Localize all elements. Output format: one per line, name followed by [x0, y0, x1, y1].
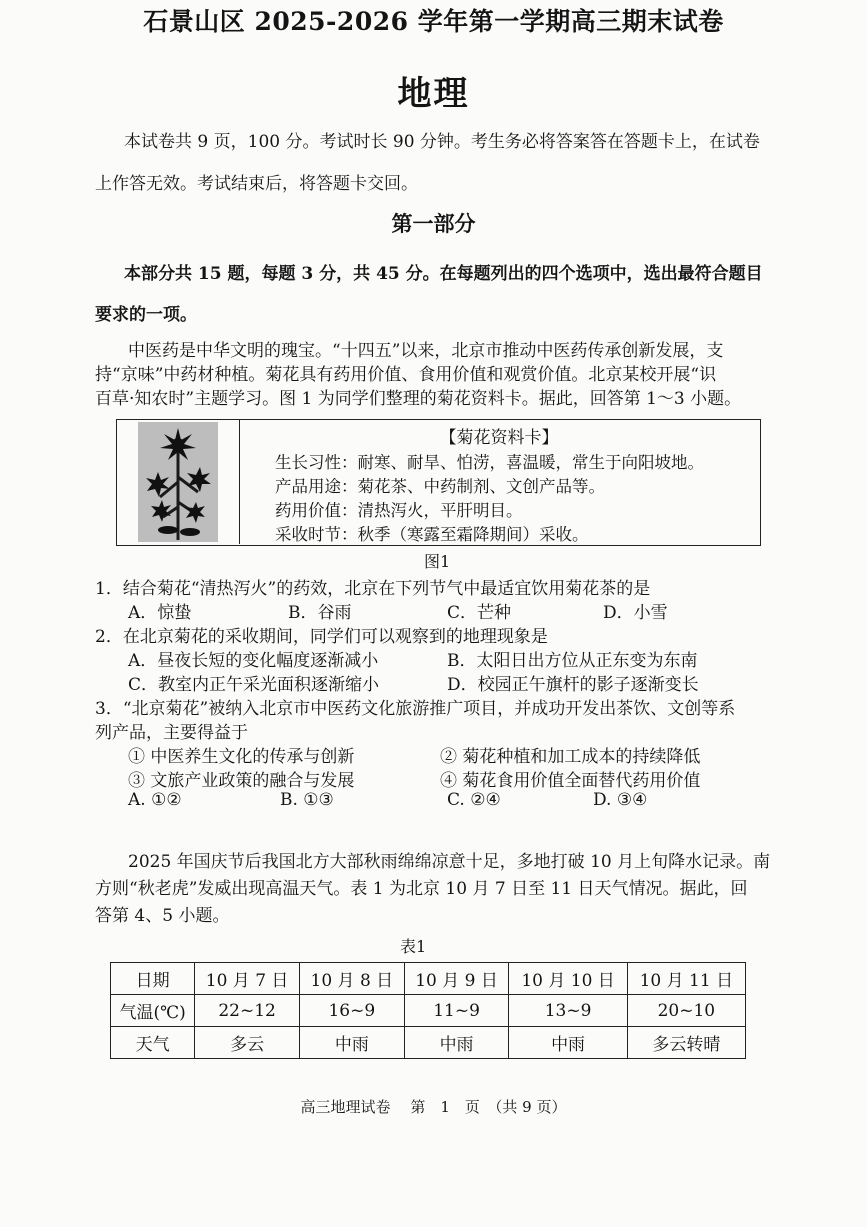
chrysanthemum-image: [138, 422, 218, 542]
card-row-growth: 生长习性：耐寒、耐旱、怕涝，喜温暖，常生于向阳坡地。: [275, 453, 704, 472]
q3-item-2: ② 菊花种植和加工成本的持续降低: [440, 747, 701, 767]
card-row-medicinal: 药用价值：清热泻火，平肝明目。: [275, 501, 523, 520]
passage2-line3: 答第 4、5 小题。: [95, 906, 230, 926]
passage2-line2: 方则“秋老虎”发威出现高温天气。表 1 为北京 10 月 7 日至 11 日天气情况。据此，回: [95, 879, 748, 899]
table-row: [111, 1027, 746, 1059]
q1-option-c: C．芒种: [447, 603, 512, 623]
q2-option-d: D．校园正午旗杆的影子逐渐变长: [447, 675, 699, 695]
q1-option-a: A．惊蛰: [128, 603, 192, 623]
table-cell: 日期: [111, 963, 195, 995]
table-cell: 11~9: [404, 995, 509, 1027]
q3-item-3: ③ 文旅产业政策的融合与发展: [128, 771, 355, 791]
passage2-line1: 2025 年国庆节后我国北方大部秋雨绵绵凉意十足，多地打破 10 月上旬降水记录。南: [128, 852, 771, 872]
weather-table: [110, 962, 746, 1059]
q2-stem: 2．在北京菊花的采收期间，同学们可以观察到的地理现象是: [95, 627, 548, 647]
q2-option-b: B．太阳日出方位从正东变为东南: [447, 651, 698, 671]
section-title: 第一部分: [391, 211, 476, 236]
chrysanthemum-photo: [117, 420, 240, 544]
passage1-line3: 百草·知农时”主题学习。图 1 为同学们整理的菊花资料卡。据此，回答第 1～3 小题。: [95, 389, 742, 409]
table-cell: 天气: [111, 1027, 195, 1059]
table-row: [111, 995, 746, 1027]
q3-item-1: ① 中医养生文化的传承与创新: [128, 747, 355, 767]
instructions-line2: 上作答无效。考试结束后，将答题卡交回。: [95, 174, 418, 194]
q1-option-b: B．谷雨: [288, 603, 352, 623]
q3-option-b: B. ①③: [280, 790, 334, 810]
instructions-line1: 本试卷共 9 页，100 分。考试时长 90 分钟。考生务必将答案答在答题卡上，在试卷: [124, 132, 760, 152]
page-footer: 高三地理试卷 第 1 页 （共 9 页）: [300, 1098, 567, 1116]
table-cell: 中雨: [509, 1027, 627, 1059]
table-cell: 10 月 8 日: [299, 963, 404, 995]
card-title: 【菊花资料卡】: [439, 428, 559, 448]
table-cell: 10 月 10 日: [509, 963, 627, 995]
table-row: [111, 963, 746, 995]
table-cell: 22~12: [195, 995, 300, 1027]
table-cell: 13~9: [509, 995, 627, 1027]
passage1-line1: 中医药是中华文明的瑰宝。“十四五”以来，北京市推动中医药传承创新发展，支: [128, 341, 724, 361]
q3-option-c: C. ②④: [447, 790, 501, 810]
q3-option-d: D. ③④: [593, 790, 648, 810]
exam-title: 石景山区 2025-2026 学年第一学期高三期末试卷: [143, 7, 724, 36]
table-cell: 10 月 11 日: [627, 963, 745, 995]
q1-option-d: D．小雪: [603, 603, 668, 623]
table-cell: 10 月 9 日: [404, 963, 509, 995]
q3-stem-line1: 3．“北京菊花”被纳入北京市中医药文化旅游推广项目，并成功开发出茶饮、文创等系: [95, 699, 736, 719]
chrysanthemum-info-card: [116, 419, 761, 546]
q3-item-4: ④ 菊花食用价值全面替代药用价值: [440, 771, 701, 791]
section-intro-line2: 要求的一项。: [95, 305, 197, 325]
q3-option-a: A. ①②: [128, 790, 182, 810]
passage1-line2: 持“京味”中药材种植。菊花具有药用价值、食用价值和观赏价值。北京某校开展“识: [95, 365, 717, 385]
q3-stem-line2: 列产品，主要得益于: [95, 723, 248, 743]
table-cell: 16~9: [299, 995, 404, 1027]
section-intro-line1: 本部分共 15 题，每题 3 分，共 45 分。在每题列出的四个选项中，选出最符合题目: [124, 264, 763, 284]
table-cell: 10 月 7 日: [195, 963, 300, 995]
table-cell: 中雨: [404, 1027, 509, 1059]
subject-title: 地理: [397, 74, 470, 114]
table-caption: 表1: [400, 937, 427, 956]
q2-option-a: A．昼夜长短的变化幅度逐渐减小: [128, 651, 379, 671]
table-cell: 气温(℃): [111, 995, 195, 1027]
table-cell: 中雨: [299, 1027, 404, 1059]
card-row-harvest: 采收时节：秋季（寒露至霜降期间）采收。: [275, 525, 589, 544]
card-row-uses: 产品用途：菊花茶、中药制剂、文创产品等。: [275, 477, 605, 496]
q1-stem: 1．结合菊花“清热泻火”的药效，北京在下列节气中最适宜饮用菊花茶的是: [95, 579, 651, 599]
table-cell: 多云转晴: [627, 1027, 745, 1059]
figure-caption: 图1: [424, 552, 451, 571]
table-cell: 多云: [195, 1027, 300, 1059]
table-cell: 20~10: [627, 995, 745, 1027]
q2-option-c: C．教室内正午采光面积逐渐缩小: [128, 675, 380, 695]
